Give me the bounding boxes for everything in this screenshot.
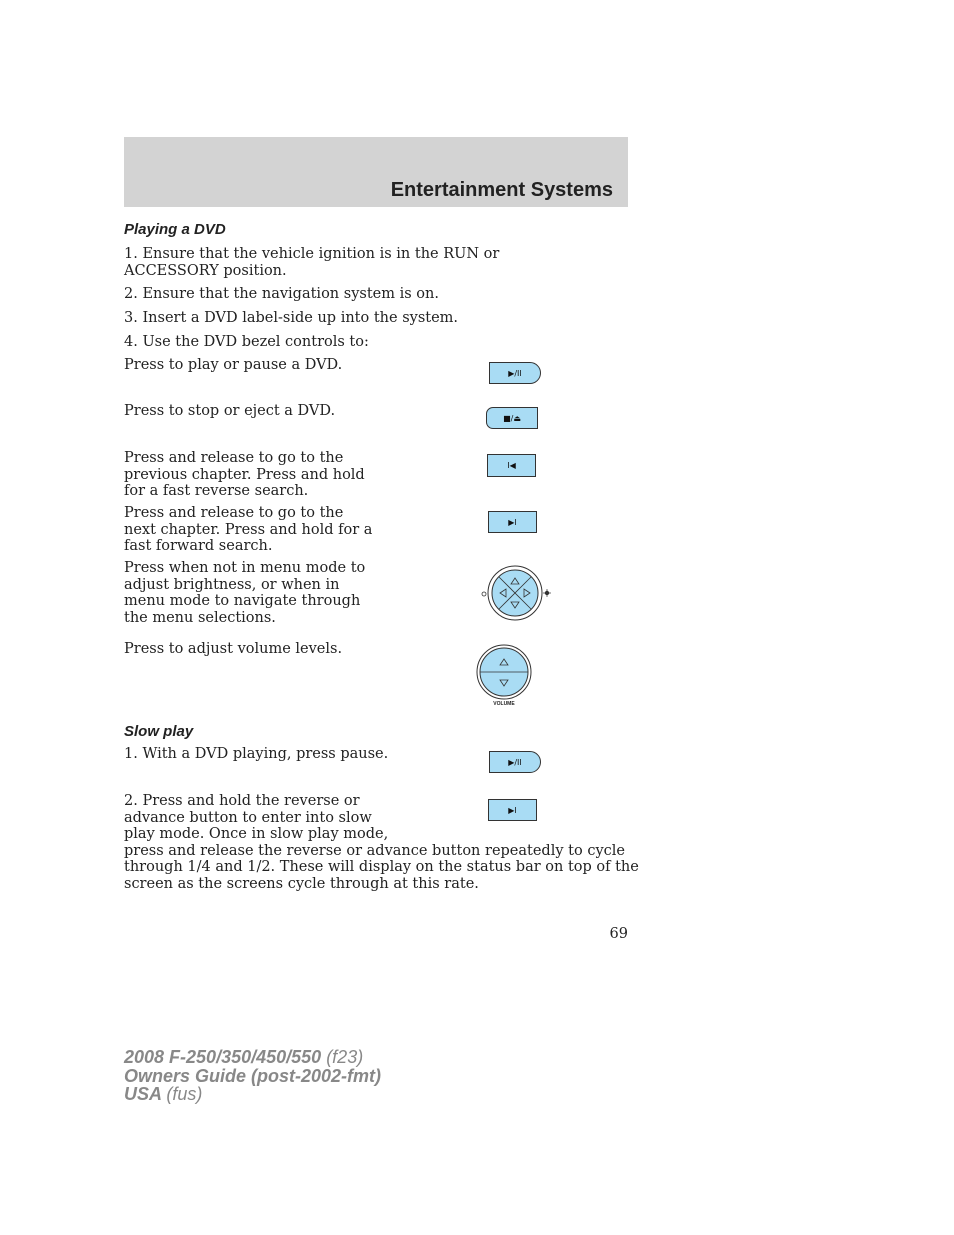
slow-play-step-2 xyxy=(124,793,639,892)
next-chapter-glyph: ▶I xyxy=(508,517,517,527)
play-pause-glyph: ▶/II xyxy=(508,757,522,767)
footer-market: USA xyxy=(124,1084,162,1104)
next-chapter-glyph: ▶I xyxy=(508,805,517,815)
control-text-next-chapter: Press and release to go to the next chapter. Press and hold for a fast forward search. xyxy=(124,505,373,554)
stop-eject-glyph: ■/⏏ xyxy=(503,413,521,423)
slow-play-step-2-line: through 1/4 and 1/2. These will display on the status bar on top of the xyxy=(124,859,639,875)
slow-play-step-2-line: screen as the screens cycle through at this rate. xyxy=(124,875,479,892)
control-text-directional-pad: Press when not in menu mode to adjust brightness, or when in menu mode to navigate through the menu selections. xyxy=(124,560,366,626)
slow-play-step-2-line: play mode. Once in slow play mode, xyxy=(124,826,389,842)
play-pause-icon xyxy=(489,751,541,773)
volume-label: VOLUME xyxy=(493,701,515,707)
control-text-volume: Press to adjust volume levels. xyxy=(124,641,343,657)
section-title-playing-dvd: Playing a DVD xyxy=(124,221,226,238)
footer-market-code: (fus) xyxy=(166,1084,203,1104)
section-header-band xyxy=(124,137,628,207)
footer-line-3 xyxy=(124,1085,381,1104)
control-text-play-pause: Press to play or pause a DVD. xyxy=(124,357,343,373)
footer-guide: Owners Guide (post-2002-fmt) xyxy=(124,1065,382,1086)
previous-chapter-icon xyxy=(487,454,536,477)
page-number: 69 xyxy=(609,926,628,942)
slow-play-step-1: 1. With a DVD playing, press pause. xyxy=(124,746,389,762)
directional-pad-icon xyxy=(478,564,552,624)
step-4: 4. Use the DVD bezel controls to: xyxy=(124,334,369,350)
document-footer xyxy=(124,1048,381,1104)
control-text-previous-chapter: Press and release to go to the previous chapter. Press and hold for a fast reverse search. xyxy=(124,450,365,499)
page-header-title: Entertainment Systems xyxy=(390,179,613,201)
footer-model-code: (f23) xyxy=(326,1047,364,1067)
stop-eject-icon xyxy=(486,407,538,429)
slow-play-step-2-line: press and release the reverse or advance button repeatedly to cycle xyxy=(124,842,625,859)
volume-knob-icon xyxy=(475,644,533,704)
next-chapter-icon xyxy=(488,511,537,533)
footer-model: 2008 F-250/350/450/550 xyxy=(124,1047,322,1067)
step-3: 3. Insert a DVD label-side up into the system. xyxy=(124,310,459,326)
step-2: 2. Ensure that the navigation system is on. xyxy=(124,286,439,302)
slow-play-step-2-line: 2. Press and hold the reverse or xyxy=(124,793,360,809)
section-title-slow-play: Slow play xyxy=(124,723,194,740)
control-text-stop-eject: Press to stop or eject a DVD. xyxy=(124,403,336,419)
play-pause-glyph: ▶/II xyxy=(508,368,522,378)
footer-line-1 xyxy=(124,1048,381,1067)
footer-line-2 xyxy=(124,1067,381,1086)
step-1: 1. Ensure that the vehicle ignition is in the RUN or ACCESSORY position. xyxy=(124,246,500,279)
slow-play-step-2-line: advance button to enter into slow xyxy=(124,809,372,826)
previous-chapter-glyph: I◀ xyxy=(507,461,516,470)
next-chapter-icon xyxy=(488,799,537,821)
play-pause-icon xyxy=(489,362,541,384)
